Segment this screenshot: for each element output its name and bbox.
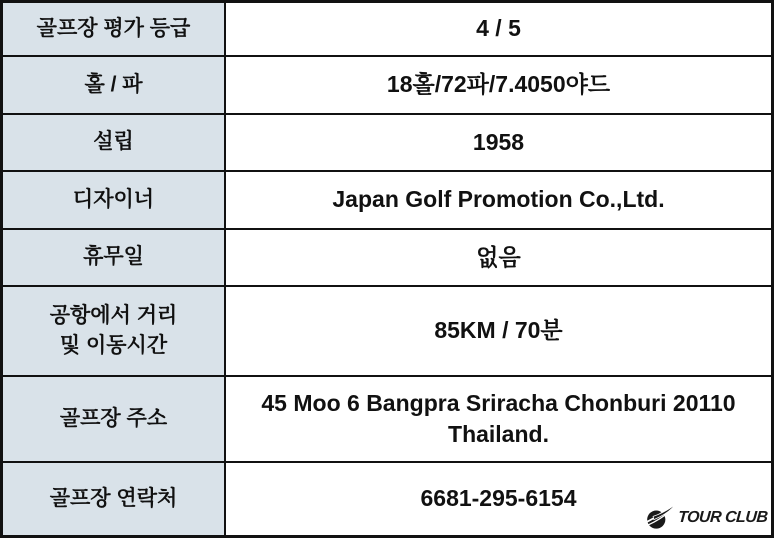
tour-club-logo-text: TOUR CLUB (677, 509, 768, 527)
row-airport-distance-label (3, 287, 226, 377)
tour-club-logo (646, 504, 767, 532)
row-address-value: 45 Moo 6 Bangpra Sriracha Chonburi 20110 Thailand. (226, 377, 771, 463)
row-contact-value (226, 463, 771, 535)
row-designer-value: Japan Golf Promotion Co.,Ltd. (226, 172, 771, 230)
row-holes-par-label: 홀 / 파 (3, 57, 226, 115)
globe-swoosh-icon (646, 504, 676, 532)
row-established-label: 설립 (3, 115, 226, 172)
row-established-value: 1958 (226, 115, 771, 172)
contact-phone: 6681-295-6154 (420, 485, 577, 512)
row-rating-label: 골프장 평가 등급 (3, 3, 226, 57)
row-airport-distance-value: 85KM / 70분 (226, 287, 771, 377)
row-closed-days-label: 휴무일 (3, 230, 226, 287)
row-holes-par-value: 18홀/72파/7.4050야드 (226, 57, 771, 115)
airport-distance-label-line2: 및 이동시간 (59, 334, 168, 357)
row-designer-label: 디자이너 (3, 172, 226, 230)
row-rating-value: 4 / 5 (226, 3, 771, 57)
row-contact-label: 골프장 연락처 (3, 463, 226, 535)
row-address-label: 골프장 주소 (3, 377, 226, 463)
row-closed-days-value: 없음 (226, 230, 771, 287)
airport-distance-label-line1: 공항에서 거리 (49, 303, 178, 327)
